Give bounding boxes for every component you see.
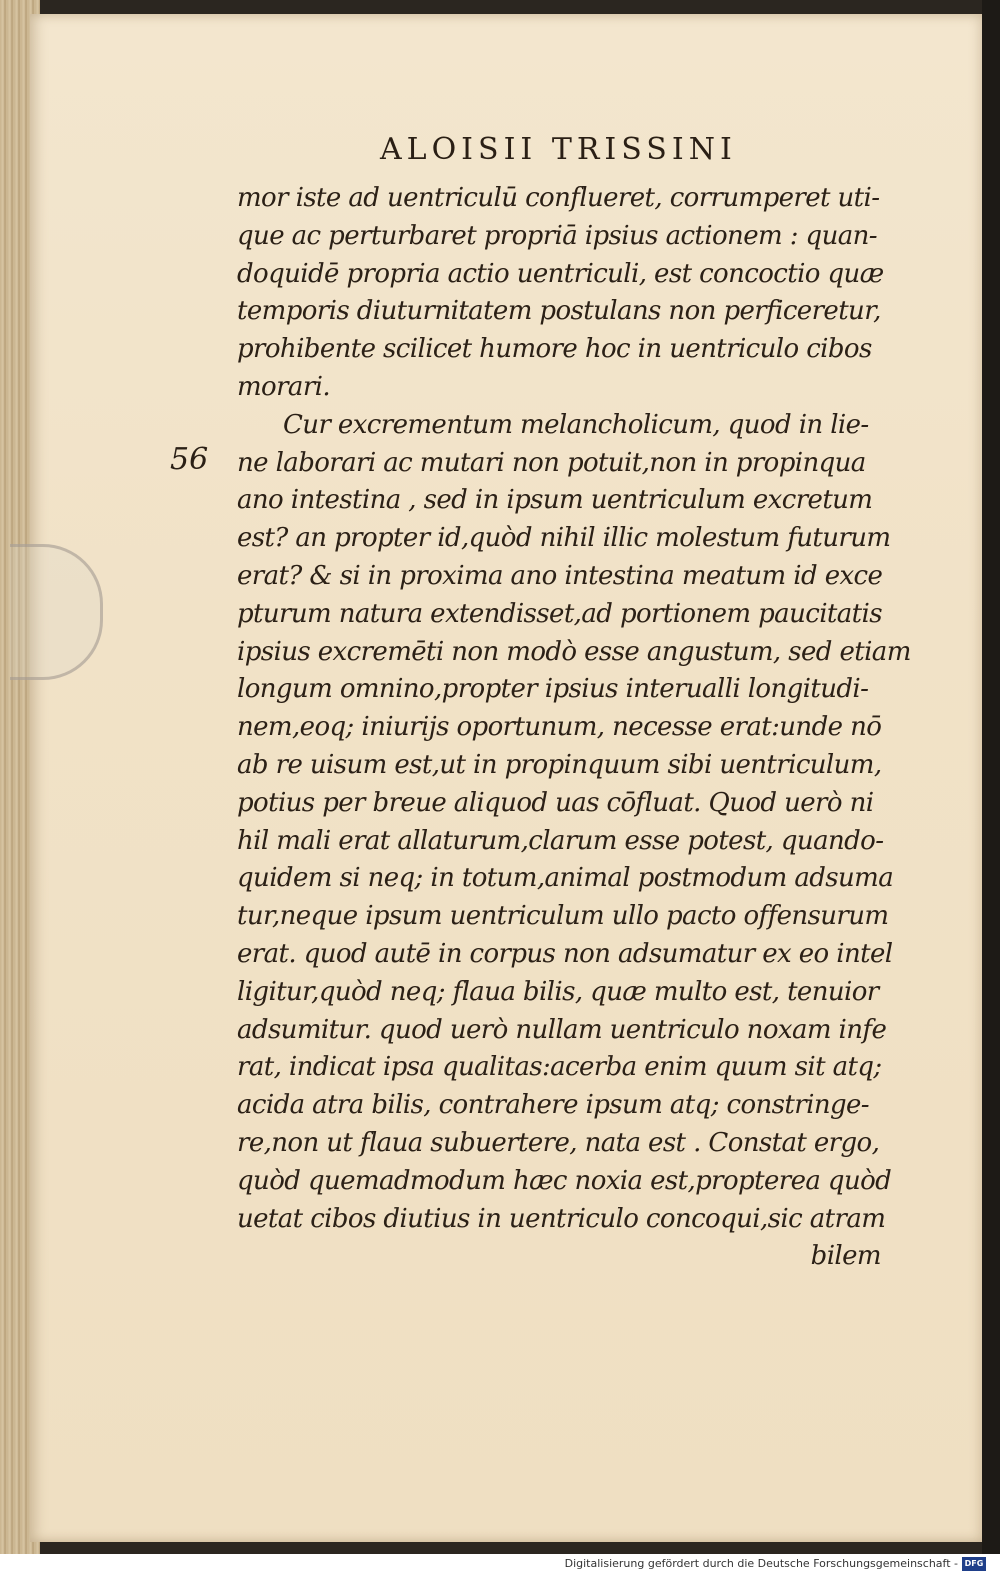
text-line: quidem si neq; in totum,animal postmodum adsuma (237, 863, 894, 894)
text-line: morari. (237, 371, 331, 402)
text-line: re,non ut flaua subuertere, nata est . Constat ergo, (237, 1127, 880, 1158)
funding-credit: Digitalisierung gefördert durch die Deutsche Forschungsgemeinschaft - (564, 1557, 958, 1570)
body-text (237, 180, 911, 1276)
text-line: acida atra bilis, contrahere ipsum atq; constringe- (237, 1090, 869, 1121)
scan-right-edge (982, 0, 1000, 1554)
text-line: ne laborari ac mutari non potuit,non in propinqua (237, 447, 866, 478)
margin-number: 56 (170, 442, 209, 477)
text-line: quòd quemadmodum hæc noxia est,propterea quòd (237, 1165, 892, 1196)
text-line: prohibente scilicet humore hoc in uentriculo cibos (237, 334, 872, 365)
dfg-logo-icon: DFG (962, 1557, 986, 1571)
text-line: mor iste ad uentriculū conflueret, corrumperet uti- (237, 183, 880, 213)
text-line: ipsius excremēti non modò esse angustum, sed etiam (237, 636, 911, 667)
text-line: temporis diuturnitatem postulans non perficeretur, (237, 296, 881, 327)
text-line: Cur excrementum melancholicum, quod in lie- (283, 409, 869, 440)
text-line: hil mali erat allaturum,clarum esse potest, quando- (237, 825, 884, 856)
page-clip (10, 544, 103, 680)
text-line: uetat cibos diutius in uentriculo concoqui,sic atram (237, 1203, 886, 1234)
text-line: pturum natura extendisset,ad portionem paucitatis (237, 598, 882, 629)
text-line: erat? & si in proxima ano intestina meatum id exce (237, 560, 883, 591)
text-line: que ac perturbaret propriā ipsius actionem : quan- (237, 220, 877, 251)
text-line: nem,eoq; iniurijs oportunum, necesse erat:unde nō (237, 712, 882, 743)
text-line: potius per breue aliquod uas cōfluat. Quod uerò ni (237, 787, 874, 818)
text-line: erat. quod autē in corpus non adsumatur ex eo intel (237, 938, 893, 969)
text-line: doquidē propria actio uentriculi, est concoctio quæ (237, 258, 884, 289)
text-line: longum omnino,propter ipsius interualli longitudi- (237, 674, 869, 705)
text-line: adsumitur. quod uerò nullam uentriculo noxam infe (237, 1014, 887, 1045)
text-line: est? an propter id,quòd nihil illic molestum futurum (237, 523, 891, 554)
text-line: tur,neque ipsum uentriculum ullo pacto offensurum (237, 901, 889, 932)
text-line: ligitur,quòd neq; flaua bilis, quæ multo est, tenuior (237, 976, 879, 1007)
text-line: rat, indicat ipsa qualitas:acerba enim quum sit atq; (237, 1052, 882, 1083)
running-head: ALOISII TRISSINI (380, 132, 737, 167)
text-line: ano intestina , sed in ipsum uentriculum excretum (237, 485, 873, 516)
catchword: bilem (810, 1241, 881, 1272)
text-line: ab re uisum est,ut in propinquum sibi uentriculum, (237, 749, 882, 780)
